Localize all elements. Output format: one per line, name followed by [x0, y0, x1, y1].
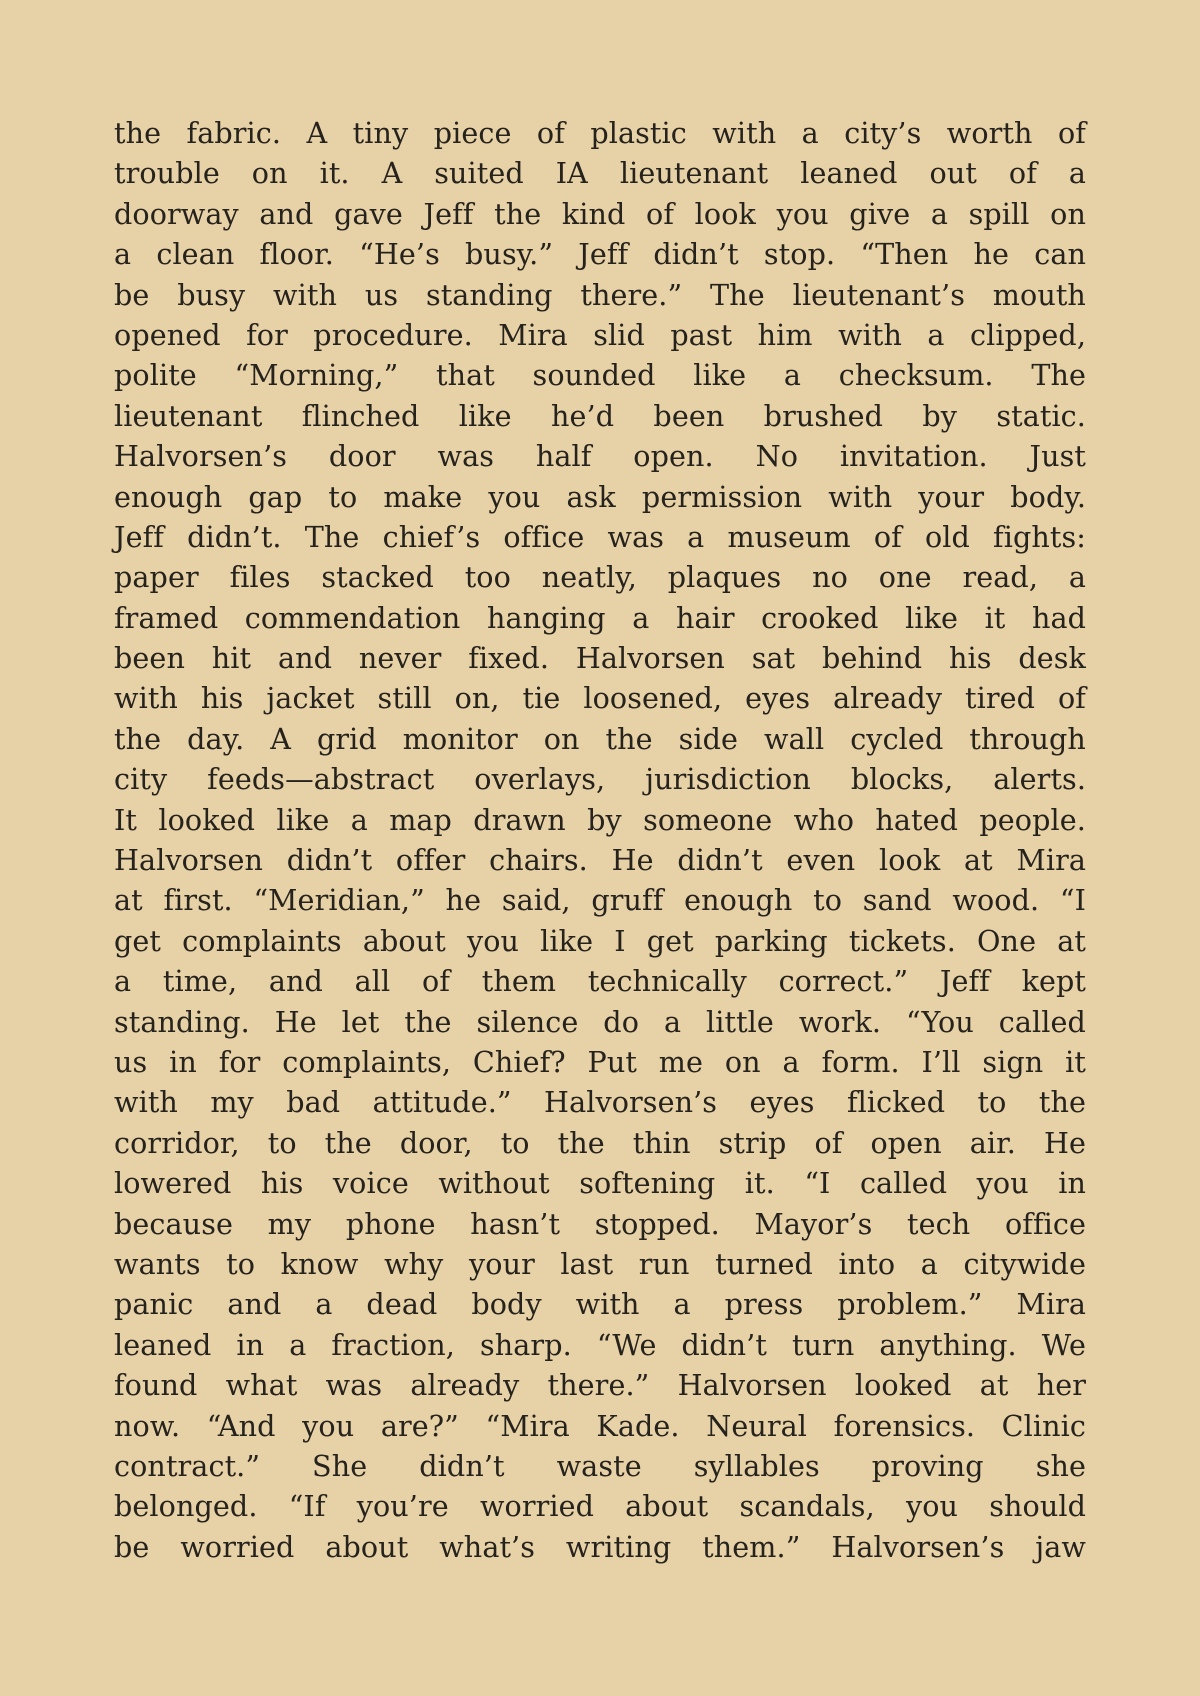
text-line: now. “And you are?” “Mira Kade. Neural forensics. Clinic — [114, 1408, 1086, 1443]
text-line: the fabric. A tiny piece of plastic with a city’s worth of — [114, 116, 1086, 150]
text-line: be busy with us standing there.” The lieutenant’s mouth — [114, 277, 1086, 312]
text-line: It looked like a map drawn by someone who hated people. — [114, 802, 1086, 837]
text-line: the day. A grid monitor on the side wall cycled through — [114, 721, 1086, 756]
text-line: with his jacket still on, tie loosened, eyes already tired of — [114, 681, 1086, 716]
text-line: a clean floor. “He’s busy.” Jeff didn’t stop. “Then he can — [114, 237, 1086, 272]
text-line: be worried about what’s writing them.” Halvorsen’s jaw — [114, 1529, 1086, 1564]
text-line: Jeff didn’t. The chief’s office was a museum of old fights: — [114, 519, 1087, 554]
text-line: doorway and gave Jeff the kind of look you give a spill on — [114, 196, 1086, 231]
text-line: Halvorsen’s door was half open. No invitation. Just — [114, 439, 1086, 474]
text-line: corridor, to the door, to the thin strip of open air. He — [114, 1125, 1087, 1160]
text-line: paper files stacked too neatly, plaques no one read, a — [114, 560, 1087, 595]
text-line: get complaints about you like I get parking tickets. One at — [114, 923, 1086, 958]
text-line: contract.” She didn’t waste syllables proving she — [114, 1448, 1087, 1483]
text-line: panic and a dead body with a press problem.” Mira — [114, 1287, 1086, 1322]
text-line: lowered his voice without softening it. “I called you in — [114, 1166, 1086, 1201]
text-line: enough gap to make you ask permission with your body. — [114, 479, 1087, 514]
text-line: wants to know why your last run turned into a citywide — [114, 1246, 1086, 1281]
text-line: with my bad attitude.” Halvorsen’s eyes flicked to the — [114, 1085, 1086, 1120]
text-line: leaned in a fraction, sharp. “We didn’t turn anything. We — [114, 1327, 1086, 1362]
text-line: Halvorsen didn’t offer chairs. He didn’t even look at Mira — [114, 843, 1087, 878]
text-line: us in for complaints, Chief? Put me on a form. I’ll sign it — [114, 1044, 1086, 1079]
text-line: a time, and all of them technically correct.” Jeff kept — [114, 964, 1087, 999]
text-line: at first. “Meridian,” he said, gruff enough to sand wood. “I — [114, 883, 1087, 918]
text-line: opened for procedure. Mira slid past him with a clipped, — [114, 317, 1087, 352]
text-line: because my phone hasn’t stopped. Mayor’s tech office — [114, 1206, 1087, 1241]
text-line: been hit and never fixed. Halvorsen sat behind his desk — [114, 641, 1086, 676]
text-line: belonged. “If you’re worried about scandals, you should — [114, 1489, 1087, 1524]
text-line: polite “Morning,” that sounded like a checksum. The — [114, 358, 1087, 393]
text-line: found what was already there.” Halvorsen looked at her — [114, 1368, 1087, 1403]
body-text — [114, 113, 1086, 1567]
text-line: framed commendation hanging a hair crooked like it had — [114, 600, 1087, 635]
text-line: lieutenant flinched like he’d been brushed by static. — [114, 398, 1086, 433]
text-line: standing. He let the silence do a little work. “You called — [114, 1004, 1086, 1039]
text-line: city feeds—abstract overlays, jurisdiction blocks, alerts. — [114, 762, 1087, 797]
text-line: trouble on it. A suited IA lieutenant leaned out of a — [114, 156, 1086, 191]
